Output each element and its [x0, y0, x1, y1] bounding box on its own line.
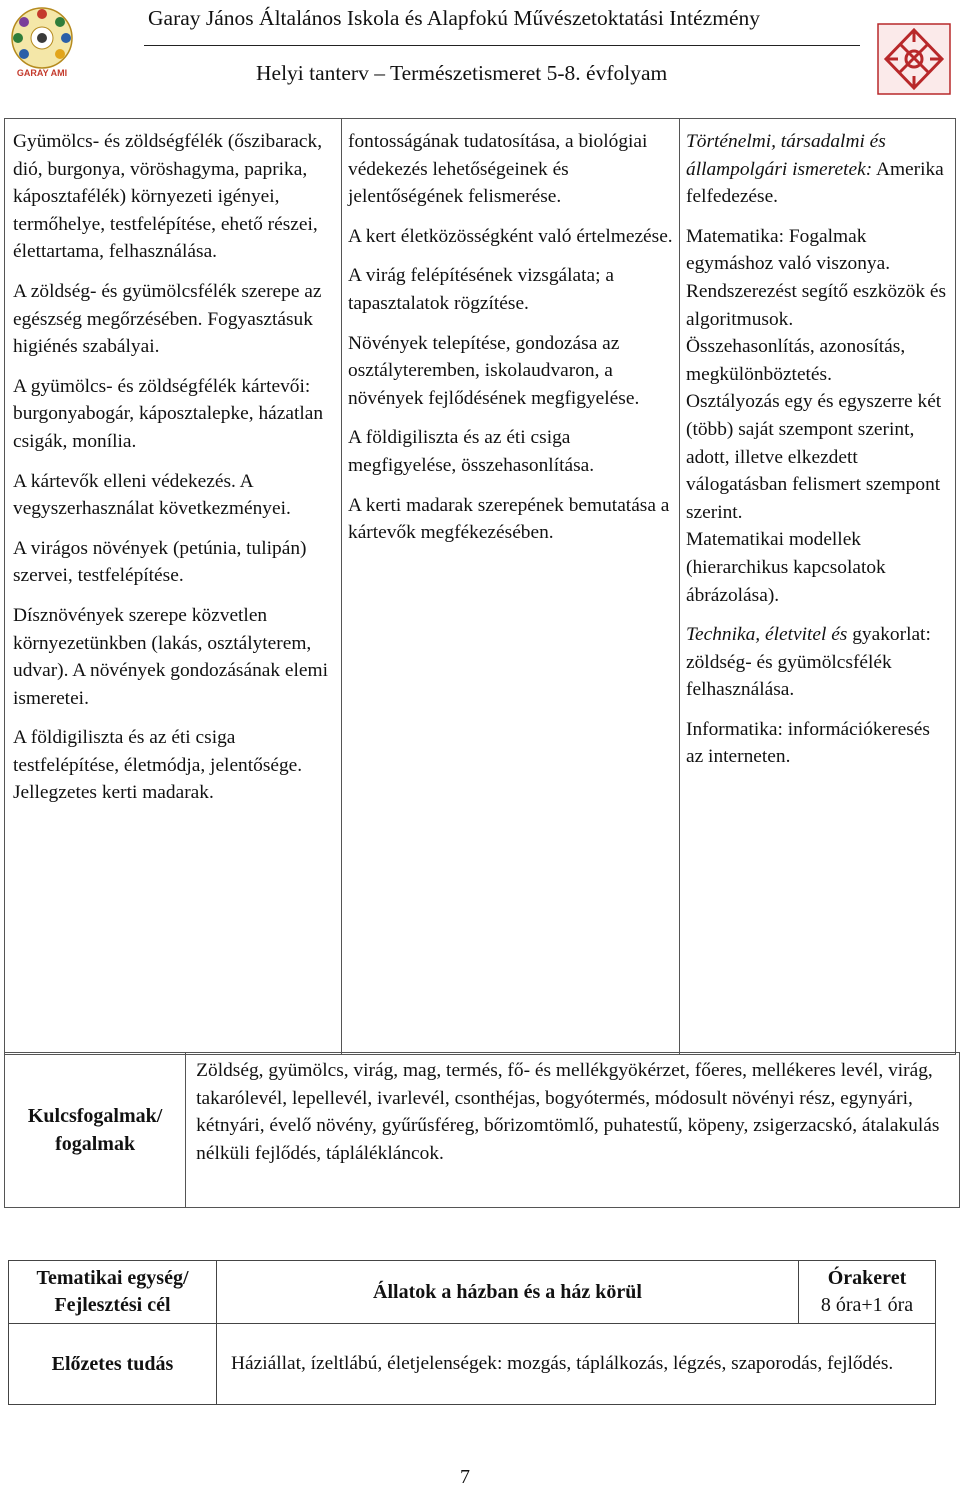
content-paragraph: A virágos növények (petúnia, tulipán) szervei, testfelépítése.: [13, 537, 307, 587]
tech-text: gyakorlat: zöldség- és gyümölcsfélék felhasználása.: [686, 624, 931, 701]
development-paragraph: Növények telepítése, gondozása az osztályteremben, iskolaudvaron, a növények fejlődésének megfigyelése.: [348, 332, 640, 409]
hours-label: Órakeret: [827, 1267, 907, 1289]
history-label: Történelmi, társadalmi és állampolgári ismeretek:: [686, 131, 886, 180]
key-concepts-text: Zöldség, gyümölcs, virág, mag, termés, fő- és mellékgyökérzet, főeres, mellékeres levél, virág, takarólevél, lepellevél, ivarlevél, csonthéjas, bogyótermés, módosult növényi rész, egynyári, kétnyári, évelő növény, gyűrűsféreg, bőrizomtömlő, puhatestű, köpeny, zsigerzacskó, átalakulás nélküli fejlődés, táplálékláncok.: [186, 1053, 960, 1208]
math-label: Matematika:: [686, 225, 784, 247]
key-concepts-label: Kulcsfogalmak/ fogalmak: [5, 1053, 186, 1208]
prior-knowledge-text: Háziállat, ízeltlábú, életjelenségek: mozgás, táplálkozás, légzés, szaporodás, fejlődés.: [217, 1324, 936, 1405]
development-paragraph: A virág felépítésének vizsgálata; a tapasztalatok rögzítése.: [348, 265, 614, 314]
development-paragraph: fontosságának tudatosítása, a biológiai védekezés lehetőségeinek és jelentőségének felismerése.: [348, 131, 648, 208]
tech-label: Technika, életvitel és: [686, 624, 848, 646]
math-text: Osztályozás egy és egyszerre két (több) saját szempont szerint, adott, illetve elkezdett válogatásban felismert szempont szerint.: [686, 391, 942, 523]
development-paragraph: A földigiliszta és az éti csiga megfigyelése, összehasonlítása.: [348, 427, 595, 476]
knot-emblem-icon: [876, 22, 952, 96]
curriculum-subtitle: Helyi tanterv – Természetismeret 5-8. évfolyam: [256, 61, 668, 85]
content-paragraph: Jellegzetes kerti madarak.: [13, 782, 214, 804]
hours-cell: [799, 1261, 936, 1324]
logo-text: GARAY AMI: [16, 68, 68, 78]
development-column: [342, 119, 680, 1055]
unit-topic: Állatok a házban és a ház körül: [217, 1261, 799, 1324]
development-paragraph: A kerti madarak szerepének bemutatása a kártevők megfékezésében.: [348, 494, 670, 544]
content-paragraph: Dísznövények szerepe közvetlen környezetünkben (lakás, osztályterem, udvar). A növények gondozásának elemi ismeretei.: [13, 604, 329, 709]
content-table: [4, 118, 956, 1055]
content-paragraph: A gyümölcs- és zöldségfélék kártevői: burgonyabogár, káposztalepke, házatlan csigák, monília.: [13, 375, 324, 452]
school-logo: [6, 4, 78, 80]
key-concepts-table: [4, 1052, 960, 1208]
math-text: Rendszerezést segítő eszközök és algoritmusok.: [686, 280, 947, 330]
history-text: Amerika felfedezése.: [686, 158, 944, 208]
content-paragraph: A zöldség- és gyümölcsfélék szerepe az egészség megőrzésében. Fogyasztásuk higiénés szabályai.: [13, 280, 322, 358]
school-name: Garay János Általános Iskola és Alapfokú Művészetoktatási Intézmény: [148, 6, 760, 30]
math-text: Matematikai modellek (hierarchikus kapcsolatok ábrázolása).: [686, 529, 886, 606]
unit-label: Tematikai egység/ Fejlesztési cél: [9, 1261, 217, 1324]
info-label: Informatika:: [686, 718, 783, 740]
content-paragraph: A kártevők elleni védekezés. A vegyszerhasználat következményei.: [13, 470, 291, 520]
thematic-unit-table: [8, 1260, 936, 1405]
math-text: Fogalmak egymáshoz való viszonya.: [686, 225, 891, 275]
hours-value: 8 óra+1 óra: [820, 1294, 914, 1316]
info-text: információkeresés az interneten.: [686, 718, 930, 768]
page-number: 7: [460, 1466, 470, 1488]
development-paragraph: A kert életközösségként való értelmezése.: [348, 225, 673, 247]
content-paragraph: A földigiliszta és az éti csiga testfelépítése, életmódja, jelentősége.: [13, 727, 303, 776]
content-paragraph: Gyümölcs- és zöldségfélék (őszibarack, dió, burgonya, vöröshagyma, paprika, káposztafélék) környezeti igényei, termőhelye, testfelépítése, ehető részei, élettartama, felhasználása.: [13, 131, 323, 263]
header-divider: [144, 45, 860, 46]
connections-column: [680, 119, 956, 1055]
content-column: [5, 119, 342, 1055]
prior-knowledge-label: Előzetes tudás: [9, 1324, 217, 1405]
math-text: Összehasonlítás, azonosítás, megkülönböztetés.: [686, 336, 906, 385]
